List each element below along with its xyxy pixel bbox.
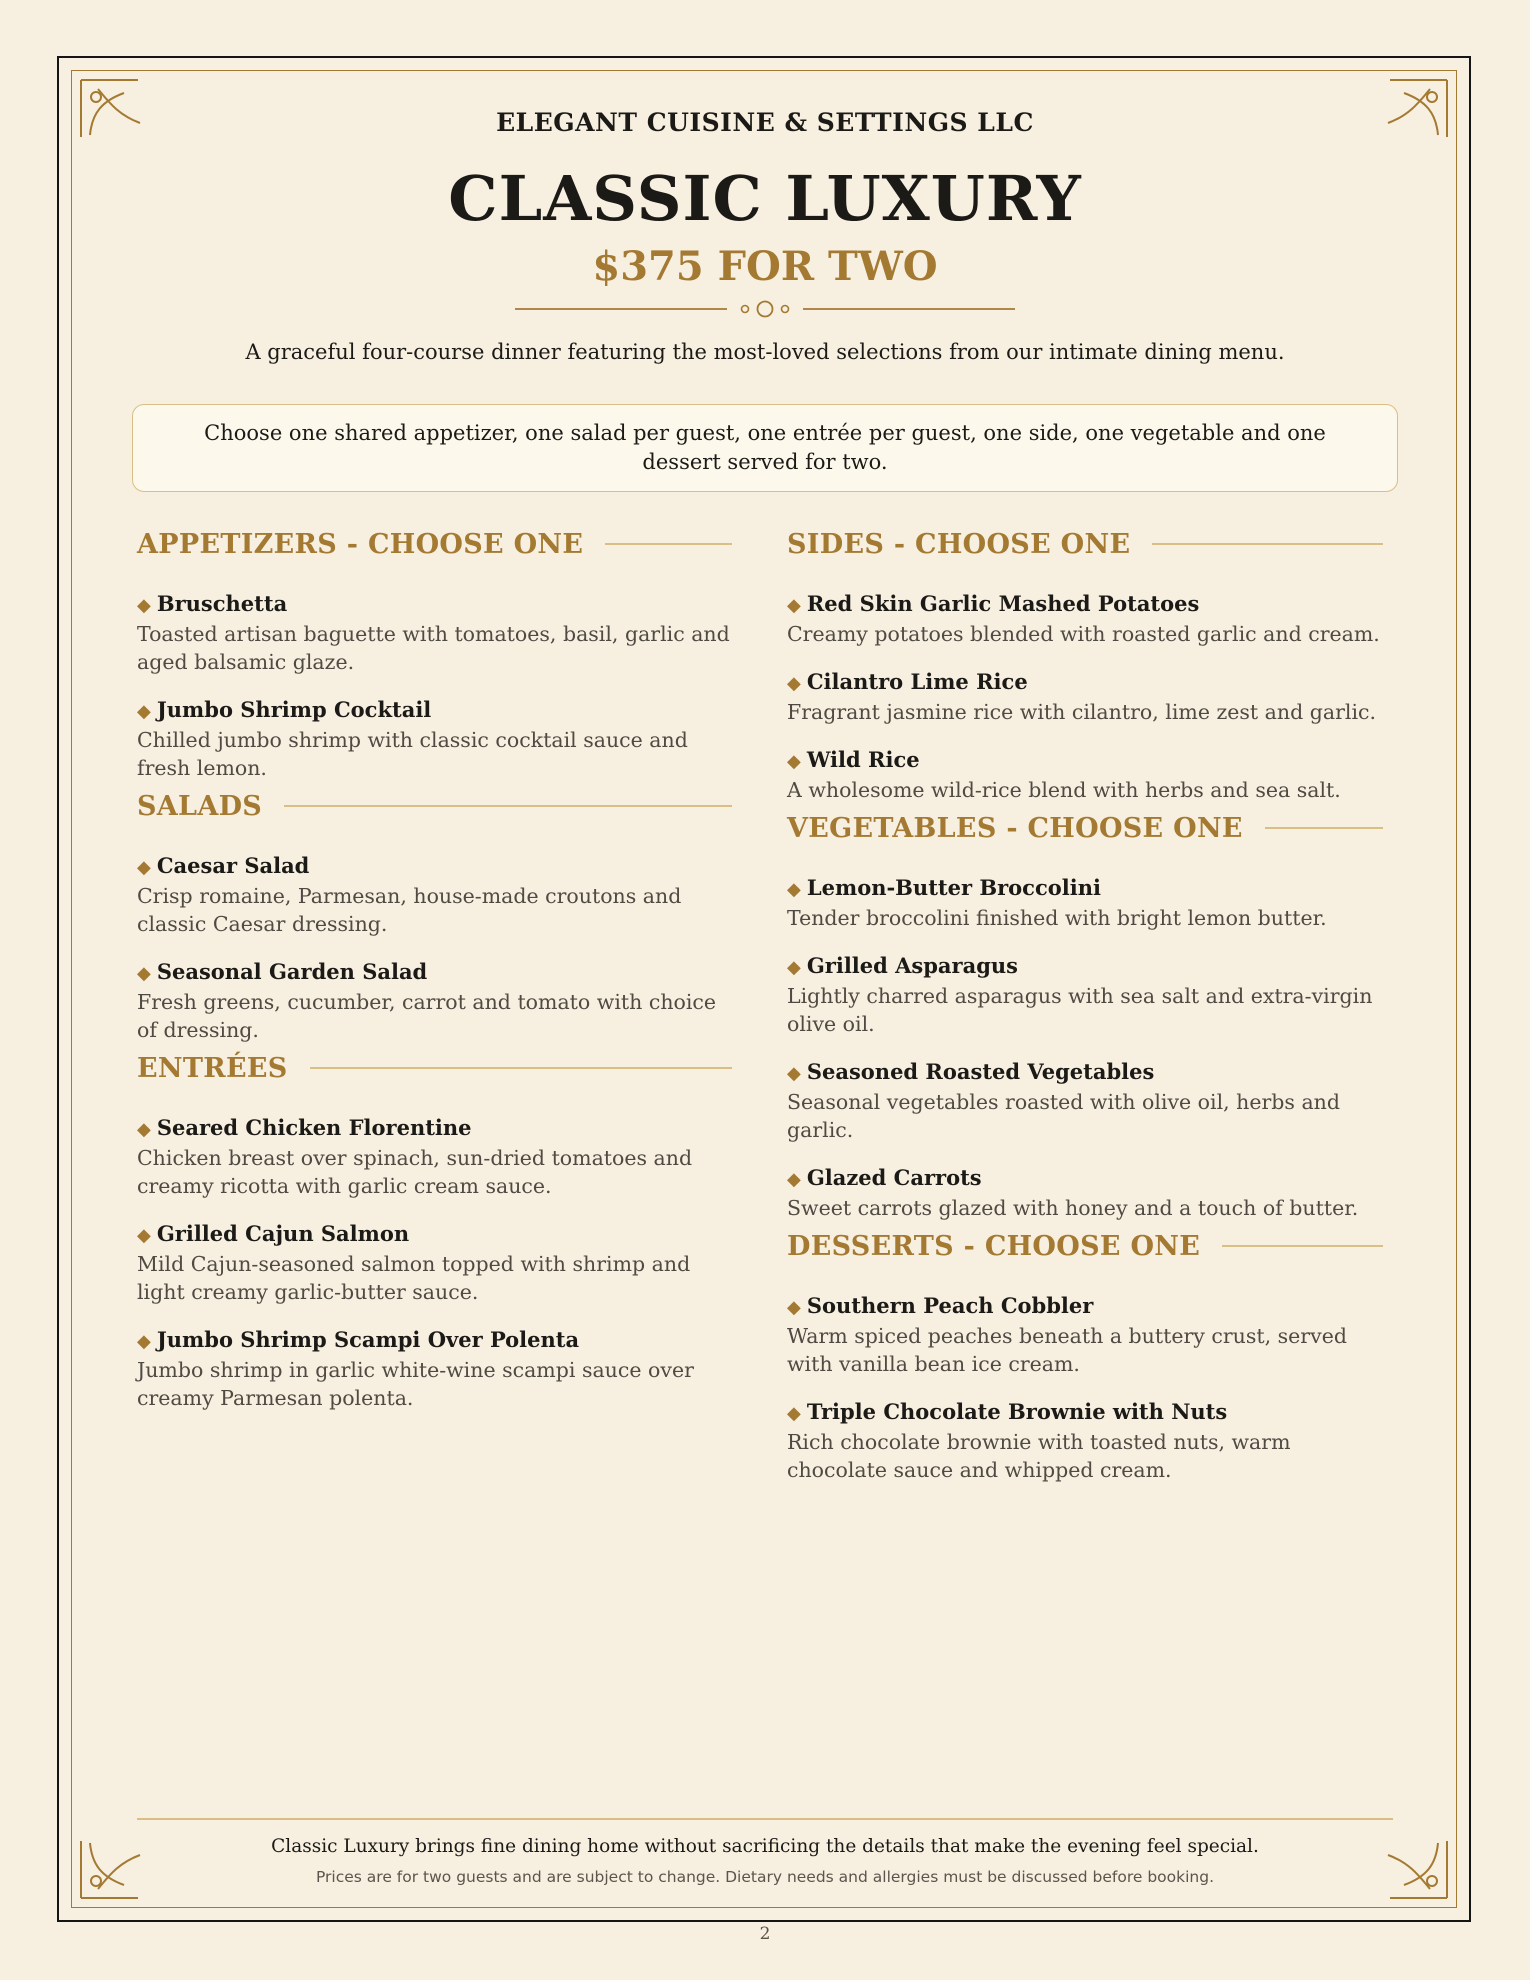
menu-item-description: Fresh greens, cucumber, carrot and tomato with choice of dressing. xyxy=(137,990,717,1042)
menu-item-description: Seasonal vegetables roasted with olive oil, herbs and garlic. xyxy=(787,1090,1340,1142)
menu-item xyxy=(787,590,1383,648)
menu-item-description: Mild Cajun-seasoned salmon topped with shrimp and light creamy garlic-butter sauce. xyxy=(137,1252,691,1304)
diamond-bullet-icon: ◆ xyxy=(137,701,151,722)
menu-item-description: Toasted artisan baguette with tomatoes, basil, garlic and aged balsamic glaze. xyxy=(137,622,730,674)
diamond-bullet-icon: ◆ xyxy=(137,857,151,878)
menu-item xyxy=(137,1220,732,1306)
section-rule xyxy=(1222,1245,1383,1247)
menu-item-description: Crisp romaine, Parmesan, house-made croutons and classic Caesar dressing. xyxy=(137,884,682,936)
diamond-bullet-icon: ◆ xyxy=(787,751,801,772)
page-number: 2 xyxy=(759,1924,771,1944)
section-rule xyxy=(1265,827,1383,829)
diamond-bullet-icon: ◆ xyxy=(787,1063,801,1084)
menu-item xyxy=(137,852,732,938)
menu-item-name: Seared Chicken Florentine xyxy=(156,1115,472,1140)
menu-item-name-row xyxy=(137,1220,732,1250)
diamond-bullet-icon: ◆ xyxy=(787,879,801,900)
divider-ornament-icon xyxy=(515,297,1015,321)
menu-item-name-row xyxy=(787,590,1383,620)
diamond-bullet-icon: ◆ xyxy=(787,673,801,694)
menu-item-name-row xyxy=(137,590,732,620)
menu-item xyxy=(787,746,1383,804)
footer-text: Classic Luxury brings fine dining home without sacrificing the details that make the evening feel special. xyxy=(271,1836,1259,1857)
menu-item xyxy=(787,1164,1383,1222)
menu-item-name: Jumbo Shrimp Scampi Over Polenta xyxy=(156,1327,580,1352)
menu-item-description: Sweet carrots glazed with honey and a touch of butter. xyxy=(787,1196,1359,1220)
menu-item-name-row xyxy=(787,746,1383,776)
menu-section xyxy=(787,526,1383,804)
diamond-bullet-icon: ◆ xyxy=(137,1225,151,1246)
menu-item-name: Red Skin Garlic Mashed Potatoes xyxy=(806,591,1200,616)
menu-item-name-row xyxy=(787,1164,1383,1194)
menu-item-description: Warm spiced peaches beneath a buttery crust, served with vanilla bean ice cream. xyxy=(787,1324,1347,1376)
menu-item-name-row xyxy=(787,952,1383,982)
price-label: $375 FOR TWO xyxy=(592,243,938,290)
company-name: ELEGANT CUISINE & SETTINGS LLC xyxy=(496,108,1034,137)
menu-item-name-row xyxy=(137,958,732,988)
right-column xyxy=(787,526,1383,1490)
instructions-box xyxy=(132,404,1398,492)
menu-item xyxy=(137,958,732,1044)
section-header xyxy=(137,1050,732,1086)
menu-item-name-row xyxy=(787,1398,1383,1428)
menu-item-description: Fragrant jasmine rice with cilantro, lime zest and garlic. xyxy=(787,700,1376,724)
menu-item-description: Tender broccolini finished with bright lemon butter. xyxy=(787,906,1327,930)
section-title: DESSERTS - CHOOSE ONE xyxy=(787,1230,1201,1262)
menu-item-name-row xyxy=(787,1292,1383,1322)
instructions-text: Choose one shared appetizer, one salad per guest, one entrée per guest, one side, one vegetable and one dessert served for two. xyxy=(204,421,1326,474)
section-header xyxy=(137,788,732,824)
menu-section xyxy=(787,1228,1383,1484)
menu-item xyxy=(137,590,732,676)
menu-section xyxy=(787,810,1383,1222)
diamond-bullet-icon: ◆ xyxy=(137,963,151,984)
menu-item xyxy=(137,1326,732,1412)
menu-item xyxy=(787,952,1383,1038)
section-rule xyxy=(284,805,732,807)
section-title: VEGETABLES - CHOOSE ONE xyxy=(787,812,1243,844)
menu-item-name-row xyxy=(787,668,1383,698)
section-rule xyxy=(310,1067,732,1069)
section-title: SALADS xyxy=(137,790,263,822)
menu-item-name: Seasonal Garden Salad xyxy=(156,959,428,984)
menu-item xyxy=(137,1114,732,1200)
section-title: APPETIZERS - CHOOSE ONE xyxy=(137,528,584,560)
menu-item xyxy=(787,1398,1383,1484)
menu-section xyxy=(137,1050,732,1412)
menu-item-name: Glazed Carrots xyxy=(806,1165,982,1190)
menu-item-name-row xyxy=(137,1326,732,1356)
section-rule xyxy=(1152,543,1383,545)
menu-item-description: Jumbo shrimp in garlic white-wine scampi sauce over creamy Parmesan polenta. xyxy=(137,1358,694,1410)
diamond-bullet-icon: ◆ xyxy=(137,1331,151,1352)
menu-item-description: Creamy potatoes blended with roasted garlic and cream. xyxy=(787,622,1380,646)
menu-item-description: Chilled jumbo shrimp with classic cocktail sauce and fresh lemon. xyxy=(137,728,688,780)
section-rule xyxy=(605,543,732,545)
menu-item-description: Rich chocolate brownie with toasted nuts, warm chocolate sauce and whipped cream. xyxy=(787,1430,1291,1482)
menu-item-name: Seasoned Roasted Vegetables xyxy=(806,1059,1155,1084)
menu-item-name: Grilled Cajun Salmon xyxy=(156,1221,410,1246)
section-title: SIDES - CHOOSE ONE xyxy=(787,528,1131,560)
menu-item xyxy=(787,1058,1383,1144)
menu-item-name: Caesar Salad xyxy=(156,853,310,878)
diamond-bullet-icon: ◆ xyxy=(137,1119,151,1140)
menu-item-name-row xyxy=(137,852,732,882)
diamond-bullet-icon: ◆ xyxy=(787,1403,801,1424)
tagline: A graceful four-course dinner featuring the most-loved selections from our intimate dining menu. xyxy=(245,340,1285,364)
footer-note: Prices are for two guests and are subject to change. Dietary needs and allergies must be discussed before booking. xyxy=(315,1868,1215,1886)
menu-item-description: A wholesome wild-rice blend with herbs and sea salt. xyxy=(787,778,1341,802)
menu-item xyxy=(137,696,732,782)
menu-item-name: Southern Peach Cobbler xyxy=(806,1293,1094,1318)
menu-item-name: Bruschetta xyxy=(156,591,288,616)
menu-section xyxy=(137,526,732,782)
diamond-bullet-icon: ◆ xyxy=(787,1297,801,1318)
menu-item-description: Chicken breast over spinach, sun-dried tomatoes and creamy ricotta with garlic cream sauce. xyxy=(137,1146,693,1198)
section-header xyxy=(787,1228,1383,1264)
section-header xyxy=(787,526,1383,562)
menu-item-name: Lemon-Butter Broccolini xyxy=(806,875,1101,900)
diamond-bullet-icon: ◆ xyxy=(137,595,151,616)
diamond-bullet-icon: ◆ xyxy=(787,595,801,616)
left-column xyxy=(137,526,732,1418)
section-title: ENTRÉES xyxy=(137,1052,288,1084)
section-header xyxy=(137,526,732,562)
menu-item-name: Jumbo Shrimp Cocktail xyxy=(156,697,432,722)
menu-item-name-row xyxy=(137,696,732,726)
menu-item xyxy=(787,1292,1383,1378)
diamond-bullet-icon: ◆ xyxy=(787,1169,801,1190)
menu-item-name-row xyxy=(787,1058,1383,1088)
menu-item-name: Wild Rice xyxy=(806,747,920,772)
footer-divider xyxy=(137,1818,1393,1820)
page-title: CLASSIC LUXURY xyxy=(448,162,1082,235)
section-header xyxy=(787,810,1383,846)
menu-item xyxy=(787,874,1383,932)
menu-item-name: Cilantro Lime Rice xyxy=(806,669,1028,694)
menu-section xyxy=(137,788,732,1044)
menu-item-description: Lightly charred asparagus with sea salt and extra-virgin olive oil. xyxy=(787,984,1373,1036)
menu-item-name: Triple Chocolate Brownie with Nuts xyxy=(806,1399,1228,1424)
menu-item-name: Grilled Asparagus xyxy=(806,953,1018,978)
menu-item xyxy=(787,668,1383,726)
diamond-bullet-icon: ◆ xyxy=(787,957,801,978)
menu-item-name-row xyxy=(787,874,1383,904)
menu-item-name-row xyxy=(137,1114,732,1144)
